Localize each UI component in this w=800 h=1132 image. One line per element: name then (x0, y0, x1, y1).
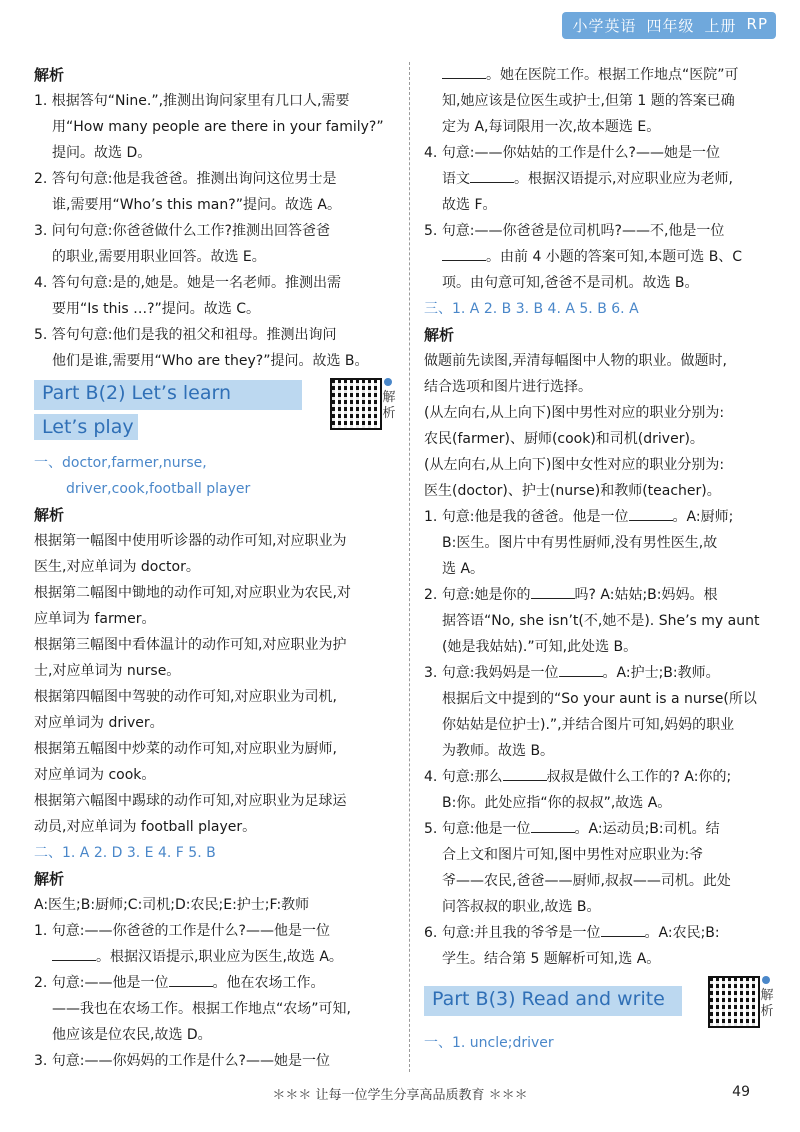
text-line: 据答语“No, she isn’t(不,她不是). She’s my aunt (442, 613, 760, 629)
line-text: 3. 句意:我妈妈是一位 (424, 665, 559, 681)
text-line: 根据后文中提到的“So your aunt is a nurse(所以 (442, 691, 757, 707)
text-line: 爷——农民,爸爸——厨师,叔叔——司机。此处 (442, 873, 731, 889)
section-1-answer: 一、doctor,farmer,nurse, (34, 455, 207, 471)
text-line: 他们是谁,需要用“Who are they?”提问。故选 B。 (52, 353, 369, 369)
answer-blank (169, 972, 213, 987)
text-line: 医生,对应单词为 doctor。 (34, 559, 200, 575)
left-column (34, 62, 398, 1074)
text-line: 4. 答句句意:是的,她是。她是一名老师。推测出需 (34, 275, 341, 291)
text-line: 根据第五幅图中炒菜的动作可知,对应职业为厨师, (34, 741, 337, 757)
answer-blank (531, 584, 575, 599)
answer-blank (559, 662, 603, 677)
text-line (424, 244, 776, 270)
section-1-answer: driver,cook,football player (66, 481, 251, 497)
line-text: 5. 句意:他是一位 (424, 821, 531, 837)
line-text: 2. 句意:——他是一位 (34, 975, 169, 991)
text-line: 5. 答句句意:他们是我的祖父和祖母。推测出询问 (34, 327, 337, 343)
footer-slogan: ＊＊＊ 让每一位学生分享高品质教育 ＊＊＊ (272, 1088, 528, 1103)
edition-label: RP (746, 15, 768, 33)
text-line: 他应该是位农民,故选 D。 (52, 1027, 212, 1043)
part-subtitle: Let’s play (42, 416, 134, 438)
analysis-heading: 解析 (34, 870, 65, 888)
analysis-item-5 (34, 322, 398, 374)
line-text: 。根据汉语提示,对应职业应为老师, (514, 171, 733, 187)
line-text: 。根据汉语提示,职业应为医生,故选 A。 (96, 949, 343, 965)
line-text: 4. 句意:那么 (424, 769, 503, 785)
line-text: 吗? A:姑姑;B:妈妈。根 (574, 587, 718, 603)
answer-blank (531, 818, 575, 833)
text-line (424, 816, 776, 842)
analysis-paragraph (34, 528, 398, 840)
line-text: 6. 句意:并且我的爷爷是一位 (424, 925, 601, 941)
text-line (424, 62, 776, 88)
text-line: 的职业,需要用职业回答。故选 E。 (52, 249, 266, 265)
text-line: 合上文和图片可知,图中男性对应职业为:爷 (442, 847, 704, 863)
text-line: 对应单词为 cook。 (34, 767, 156, 783)
right-column (424, 62, 776, 1056)
part-b3-header (424, 972, 776, 1030)
text-line: 谁,需要用“Who’s this man?”提问。故选 A。 (52, 197, 341, 213)
text-line: 1. 句意:——你爸爸的工作是什么?——他是一位 (34, 923, 330, 939)
analysis-item-2 (34, 166, 398, 218)
text-line: 对应单词为 driver。 (34, 715, 164, 731)
analysis-heading: 解析 (34, 506, 65, 524)
text-line: 选 A。 (442, 561, 485, 577)
text-line: 学生。结合第 5 题解析可知,选 A。 (442, 951, 661, 967)
analysis-heading: 解析 (34, 66, 65, 84)
answer-blank (629, 506, 673, 521)
text-line: 5. 句意:——你爸爸是位司机吗?——不,他是一位 (424, 223, 725, 239)
text-line (424, 504, 776, 530)
part-b2-header (34, 374, 398, 450)
section-answer: 一、1. uncle;driver (424, 1035, 554, 1051)
line-text: 。他在农场工作。 (212, 975, 325, 991)
play-icon (384, 378, 392, 386)
text-line: 动员,对应单词为 football player。 (34, 819, 257, 835)
text-line: (从左向右,从上向下)图中男性对应的职业分别为: (424, 405, 725, 421)
text-line: 为教师。故选 B。 (442, 743, 555, 759)
analysis-item-1 (34, 88, 398, 166)
text-line (34, 970, 398, 996)
text-line: (她是我姑姑).”可知,此处选 B。 (442, 639, 638, 655)
analysis-item-3 (34, 218, 398, 270)
text-line: 项。由句意可知,爸爸不是司机。故选 B。 (442, 275, 699, 291)
line-text: 。A:护士;B:教师。 (602, 665, 720, 681)
volume-label: 上册 (704, 17, 737, 35)
text-line: ——我也在农场工作。根据工作地点“农场”可知, (52, 1001, 351, 1017)
text-line: 3. 问句句意:你爸爸做什么工作?推测出回答爸爸 (34, 223, 330, 239)
line-text: 。她在医院工作。根据工作地点“医院”可 (486, 67, 739, 83)
text-line: 故选 F。 (442, 197, 497, 213)
analysis-heading: 解析 (424, 326, 455, 344)
line-text: 1. 句意:他是我的爸爸。他是一位 (424, 509, 629, 525)
text-line: 农民(farmer)、厨师(cook)和司机(driver)。 (424, 431, 704, 447)
answer-blank (442, 64, 486, 79)
line-text: 。A:运动员;B:司机。结 (574, 821, 720, 837)
text-line: 你姑姑是位护士).”,并结合图片可知,妈妈的职业 (442, 717, 735, 733)
subject-label: 小学英语 (572, 17, 637, 35)
text-line: 医生(doctor)、护士(nurse)和教师(teacher)。 (424, 483, 721, 499)
line-text: 。A:农民;B: (644, 925, 720, 941)
text-line: 提问。故选 D。 (52, 145, 152, 161)
part-title: Part B(2) Let’s learn (42, 382, 232, 404)
text-line: 定为 A,每词限用一次,故本题选 E。 (442, 119, 661, 135)
text-line: B:医生。图片中有男性厨师,没有男性医生,故 (442, 535, 718, 551)
text-line: 3. 句意:——你妈妈的工作是什么?——她是一位 (34, 1053, 330, 1069)
text-line: 用“How many people are there in your family?” (52, 119, 384, 135)
text-line: 士,对应单词为 nurse。 (34, 663, 181, 679)
line-text: 。由前 4 小题的答案可知,本题可选 B、C (486, 249, 743, 265)
line-text: 2. 句意:她是你的 (424, 587, 531, 603)
answer-blank (442, 246, 486, 261)
qr-label: 解析 (382, 390, 396, 421)
text-line: 根据第三幅图中看体温计的动作可知,对应职业为护 (34, 637, 347, 653)
text-line: 应单词为 farmer。 (34, 611, 156, 627)
book-tag (562, 12, 776, 39)
text-line (424, 660, 776, 686)
text-line: 问答叔叔的职业,故选 B。 (442, 899, 601, 915)
section-3-answer: 三、1. A 2. B 3. B 4. A 5. B 6. A (424, 301, 639, 317)
text-line: (从左向右,从上向下)图中女性对应的职业分别为: (424, 457, 725, 473)
grade-label: 四年级 (646, 17, 695, 35)
section-2-answer: 二、1. A 2. D 3. E 4. F 5. B (34, 845, 216, 861)
part-title: Part B(3) Read and write (432, 988, 665, 1010)
text-line (424, 582, 776, 608)
option-key: A:医生;B:厨师;C:司机;D:农民;E:护士;F:教师 (34, 897, 310, 913)
text-line: 根据第六幅图中踢球的动作可知,对应职业为足球运 (34, 793, 347, 809)
page-number: 49 (732, 1084, 750, 1100)
line-text: 叔叔是做什么工作的? A:你的; (546, 769, 732, 785)
analysis-item-4 (34, 270, 398, 322)
text-line: 结合选项和图片进行选择。 (424, 379, 592, 395)
line-text: 语文 (442, 171, 470, 187)
text-line (424, 920, 776, 946)
text-line: 知,她应该是位医生或护士,但第 1 题的答案已确 (442, 93, 735, 109)
text-line (424, 166, 776, 192)
text-line: B:你。此处应指“你的叔叔”,故选 A。 (442, 795, 672, 811)
text-line: 要用“Is this …?”提问。故选 C。 (52, 301, 261, 317)
text-line: 2. 答句句意:他是我爸爸。推测出询问这位男士是 (34, 171, 337, 187)
qr-code-icon[interactable] (330, 378, 382, 430)
answer-blank (503, 766, 547, 781)
qr-code-icon[interactable] (708, 976, 760, 1028)
text-line: 根据第二幅图中锄地的动作可知,对应职业为农民,对 (34, 585, 351, 601)
answer-blank (601, 922, 645, 937)
text-line: 4. 句意:——你姑姑的工作是什么?——她是一位 (424, 145, 720, 161)
text-line: 1. 根据答句“Nine.”,推测出询问家里有几口人,需要 (34, 93, 350, 109)
answer-blank (470, 168, 514, 183)
play-icon (762, 976, 770, 984)
text-line: 根据第一幅图中使用听诊器的动作可知,对应职业为 (34, 533, 347, 549)
text-line (34, 944, 398, 970)
line-text: 。A:厨师; (672, 509, 734, 525)
text-line (424, 764, 776, 790)
column-divider (409, 62, 410, 1072)
text-line: 做题前先读图,弄清每幅图中人物的职业。做题时, (424, 353, 727, 369)
text-line: 根据第四幅图中驾驶的动作可知,对应职业为司机, (34, 689, 337, 705)
qr-label: 解析 (760, 988, 774, 1019)
answer-blank (52, 946, 96, 961)
